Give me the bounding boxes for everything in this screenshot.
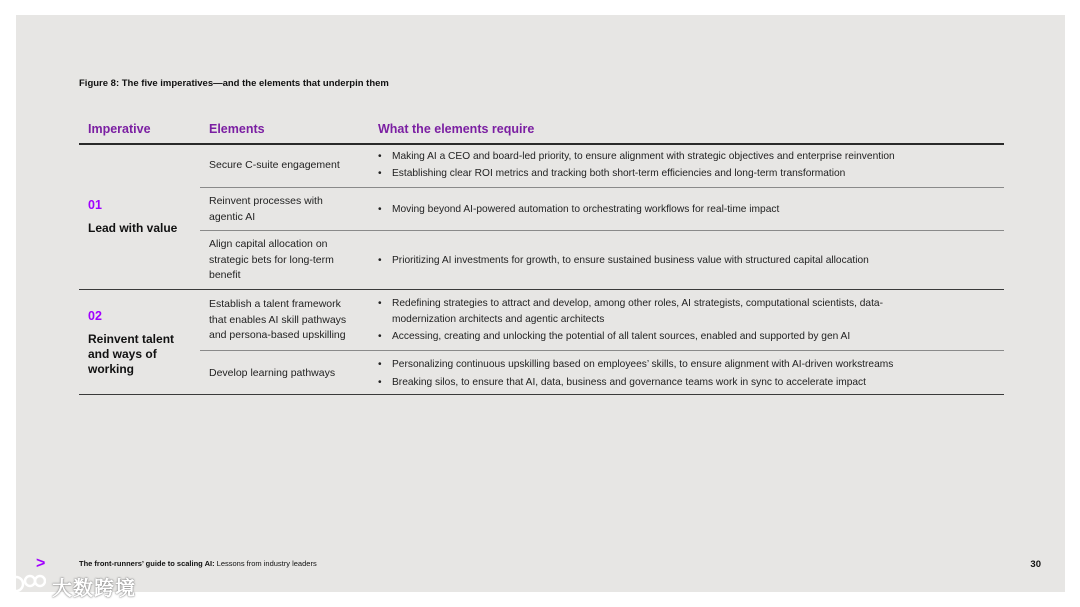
header-elements: Elements — [209, 122, 265, 136]
header-requires: What the elements require — [378, 122, 535, 136]
slide — [16, 15, 1065, 592]
imperative-title: Lead with value — [88, 221, 178, 235]
group-divider — [79, 289, 1004, 290]
requirement-bullet: • Prioritizing AI investments for growth, to ensure sustained business value with structured capital allocation — [378, 255, 869, 266]
imperative-number: 02 — [88, 309, 102, 323]
requirement-bullet: • Accessing, creating and unlocking the potential of all talent sources, enabled and supported by gen AI — [378, 331, 851, 342]
element-label: Reinvent processes with agentic AI — [209, 195, 323, 223]
watermark-icon — [6, 572, 46, 594]
requirement-bullet: • Establishing clear ROI metrics and tracking both short-term efficiencies and long-term transformation — [378, 168, 846, 179]
requirement-bullet: • Breaking silos, to ensure that AI, data, business and governance teams work in sync to accelerate impact — [378, 377, 866, 388]
row-divider — [200, 230, 1004, 231]
row-divider — [200, 350, 1004, 351]
figure-title: Figure 8: The five imperatives—and the elements that underpin them — [79, 78, 389, 89]
footer-rest: Lessons from industry leaders — [214, 559, 317, 568]
brand-logo-icon: > — [36, 555, 46, 572]
element-label: Align capital allocation on strategic bets for long-term benefit — [209, 238, 334, 281]
footer-bold: The front-runners’ guide to scaling AI: — [79, 559, 215, 568]
header-rule — [79, 143, 1004, 145]
imperative-title: Reinvent talent and ways of working — [88, 332, 175, 376]
row-divider — [200, 187, 1004, 188]
requirement-bullet: • Redefining strategies to attract and develop, among other roles, AI strategists, computational scientists, data-modernization architects and agentic architects — [378, 298, 883, 325]
requirement-bullet: • Moving beyond AI-powered automation to orchestrating workflows for real-time impact — [378, 204, 780, 215]
requirement-bullet: • Personalizing continuous upskilling based on employees’ skills, to ensure alignment with AI-driven workstreams — [378, 359, 894, 370]
element-label: Establish a talent framework that enables AI skill pathways and persona-based upskilling — [209, 298, 347, 341]
table-bottom-rule — [79, 394, 1004, 395]
watermark-text: 大数跨境 — [52, 578, 136, 600]
requirement-bullet: • Making AI a CEO and board-led priority, to ensure alignment with strategic objectives and enterprise reinvention — [378, 151, 895, 162]
footer-text — [79, 559, 317, 568]
page-number: 30 — [1030, 559, 1041, 570]
element-label: Develop learning pathways — [209, 367, 336, 379]
element-label: Secure C-suite engagement — [209, 159, 340, 171]
imperative-number: 01 — [88, 198, 102, 212]
header-imperative: Imperative — [88, 122, 151, 136]
